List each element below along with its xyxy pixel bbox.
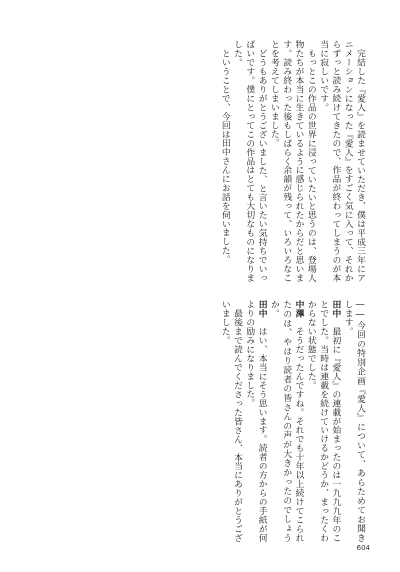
interview-intro: ――今回の特別企画『愛人』について、あらためてお聞きします。: [342, 300, 365, 542]
speaker-text: 最初に『愛人』の連載が始まったのは一九九九年のことでした。当時は連載を続けていけるかどうか、まったくわからない状態でした。: [305, 300, 341, 542]
interview-exchange: [268, 300, 305, 542]
upper-paragraph: どうもありがとうございました、と言いたい気持ちでいっぱいです。僕にとってこの作品はとても大切なものになりました。: [232, 40, 267, 282]
speaker-text: はい、本当にそう思います。読者の方からの手紙が何よりの励みになりました。: [244, 300, 267, 542]
upper-paragraph: 完結した『愛人』を読ませていただき、僕は平成三年にアニメーションになった『愛人』をすごく気に入って、それからずっと読み続けてきたので、作品が終わってしまうのが本当に寂しいです。: [318, 40, 365, 282]
upper-text-block: [34, 40, 366, 282]
lower-text-block: [34, 300, 366, 542]
upper-closing: ということで、今回は田中さんにお話を伺いました。: [219, 48, 230, 264]
speaker-label: 田中: [330, 300, 341, 318]
speaker-text: そうだったんですね。それでも十年以上続けてこられたのは、やはり読者の皆さんの声が大きかったのでしょうか。: [268, 300, 304, 542]
page-number: 604: [356, 544, 370, 552]
upper-paragraph: もっとこの作品の世界に浸っていたいと思うのは、登場人物たちが本当に生きているように感じられたからだと思います。読み終わった後もしばらく余韻が残って、いろいろなことを考えてしまいました。: [268, 40, 316, 282]
interview-exchange: [305, 300, 342, 542]
speaker-label: 中澤: [293, 300, 304, 318]
speaker-label: 田中: [256, 300, 267, 318]
interview-exchange: [243, 300, 268, 542]
lower-closing: 最後まで読んでくださった皆さん、本当にありがとうございました。: [219, 300, 243, 542]
